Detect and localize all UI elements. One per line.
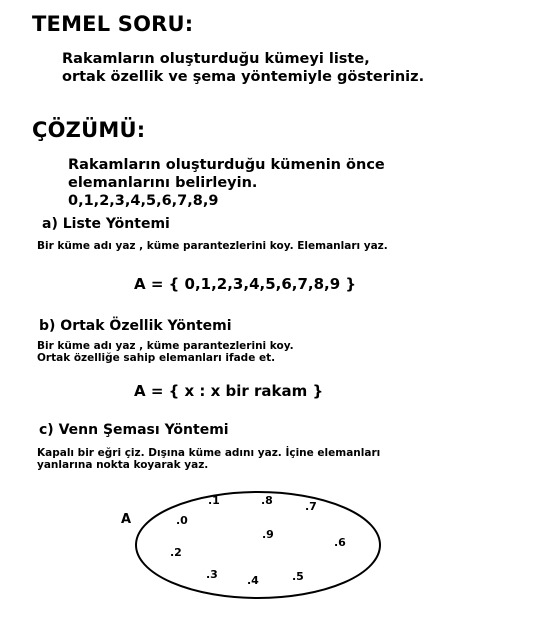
section-b-desc-line-2: Ortak özelliğe sahip elemanları ifade et. [37,352,276,364]
venn-point: .5 [292,570,304,583]
venn-point: .7 [305,500,317,513]
venn-point: .2 [170,546,182,559]
section-a-heading: a) Liste Yöntemi [42,216,170,232]
venn-point: .9 [262,528,274,541]
section-c-heading: c) Venn Şeması Yöntemi [39,422,229,438]
section-b-heading: b) Ortak Özellik Yöntemi [39,318,232,334]
section-a-set: A = { 0,1,2,3,4,5,6,7,8,9 } [134,275,357,293]
venn-point: .1 [208,494,220,507]
venn-set-name: A [121,512,132,527]
question-line-2: ortak özellik ve şema yöntemiyle gösteriniz. [62,69,425,85]
solution-title: ÇÖZÜMÜ: [32,118,146,142]
venn-point: .6 [334,536,346,549]
solution-intro-line-1: Rakamların oluşturduğu kümenin önce [68,157,385,173]
page-title: TEMEL SORU: [32,12,194,36]
venn-point: .4 [247,574,259,587]
section-c-desc-line-2: yanlarına nokta koyarak yaz. [37,459,209,471]
question-line-1: Rakamların oluşturduğu kümeyi liste, [62,51,370,67]
section-b-set: A = { x : x bir rakam } [134,382,324,400]
section-a-desc: Bir küme adı yaz , küme parantezlerini koy. Elemanları yaz. [37,240,388,252]
solution-intro-line-2: elemanlarını belirleyin. [68,175,258,191]
venn-point: .0 [176,514,188,527]
section-b-desc-line-1: Bir küme adı yaz , küme parantezlerini koy. [37,340,294,352]
venn-point: .8 [261,494,273,507]
digits-list: 0,1,2,3,4,5,6,7,8,9 [68,193,219,209]
venn-point: .3 [206,568,218,581]
section-c-desc-line-1: Kapalı bir eğri çiz. Dışına küme adını yaz. İçine elemanları [37,447,381,459]
